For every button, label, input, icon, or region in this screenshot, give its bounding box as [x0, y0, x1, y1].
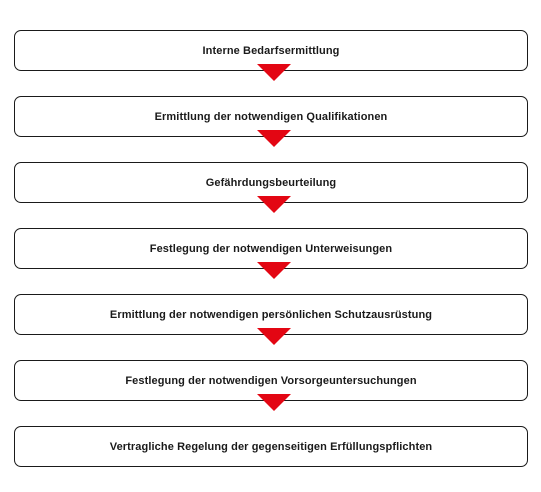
step-box-2 — [14, 96, 528, 137]
step-label: Vertragliche Regelung der gegenseitigen Erfüllungspflichten — [109, 440, 433, 453]
step-box-7 — [14, 426, 528, 467]
step-box-1 — [14, 30, 528, 71]
step-box-5 — [14, 294, 528, 335]
step-box-3 — [14, 162, 528, 203]
process-flowchart — [14, 30, 528, 467]
down-arrow-icon — [257, 262, 291, 279]
step-label: Ermittlung der notwendigen persönlichen Schutzausrüstung — [109, 308, 433, 321]
step-label: Festlegung der notwendigen Vorsorgeuntersuchungen — [125, 374, 417, 387]
step-label: Festlegung der notwendigen Unterweisungen — [149, 242, 393, 255]
step-label: Ermittlung der notwendigen Qualifikationen — [154, 110, 388, 123]
step-box-4 — [14, 228, 528, 269]
down-arrow-icon — [257, 394, 291, 411]
down-arrow-icon — [257, 196, 291, 213]
step-label: Gefährdungsbeurteilung — [205, 176, 337, 189]
down-arrow-icon — [257, 130, 291, 147]
step-box-6 — [14, 360, 528, 401]
down-arrow-icon — [257, 328, 291, 345]
down-arrow-icon — [257, 64, 291, 81]
step-label: Interne Bedarfsermittlung — [202, 44, 340, 57]
